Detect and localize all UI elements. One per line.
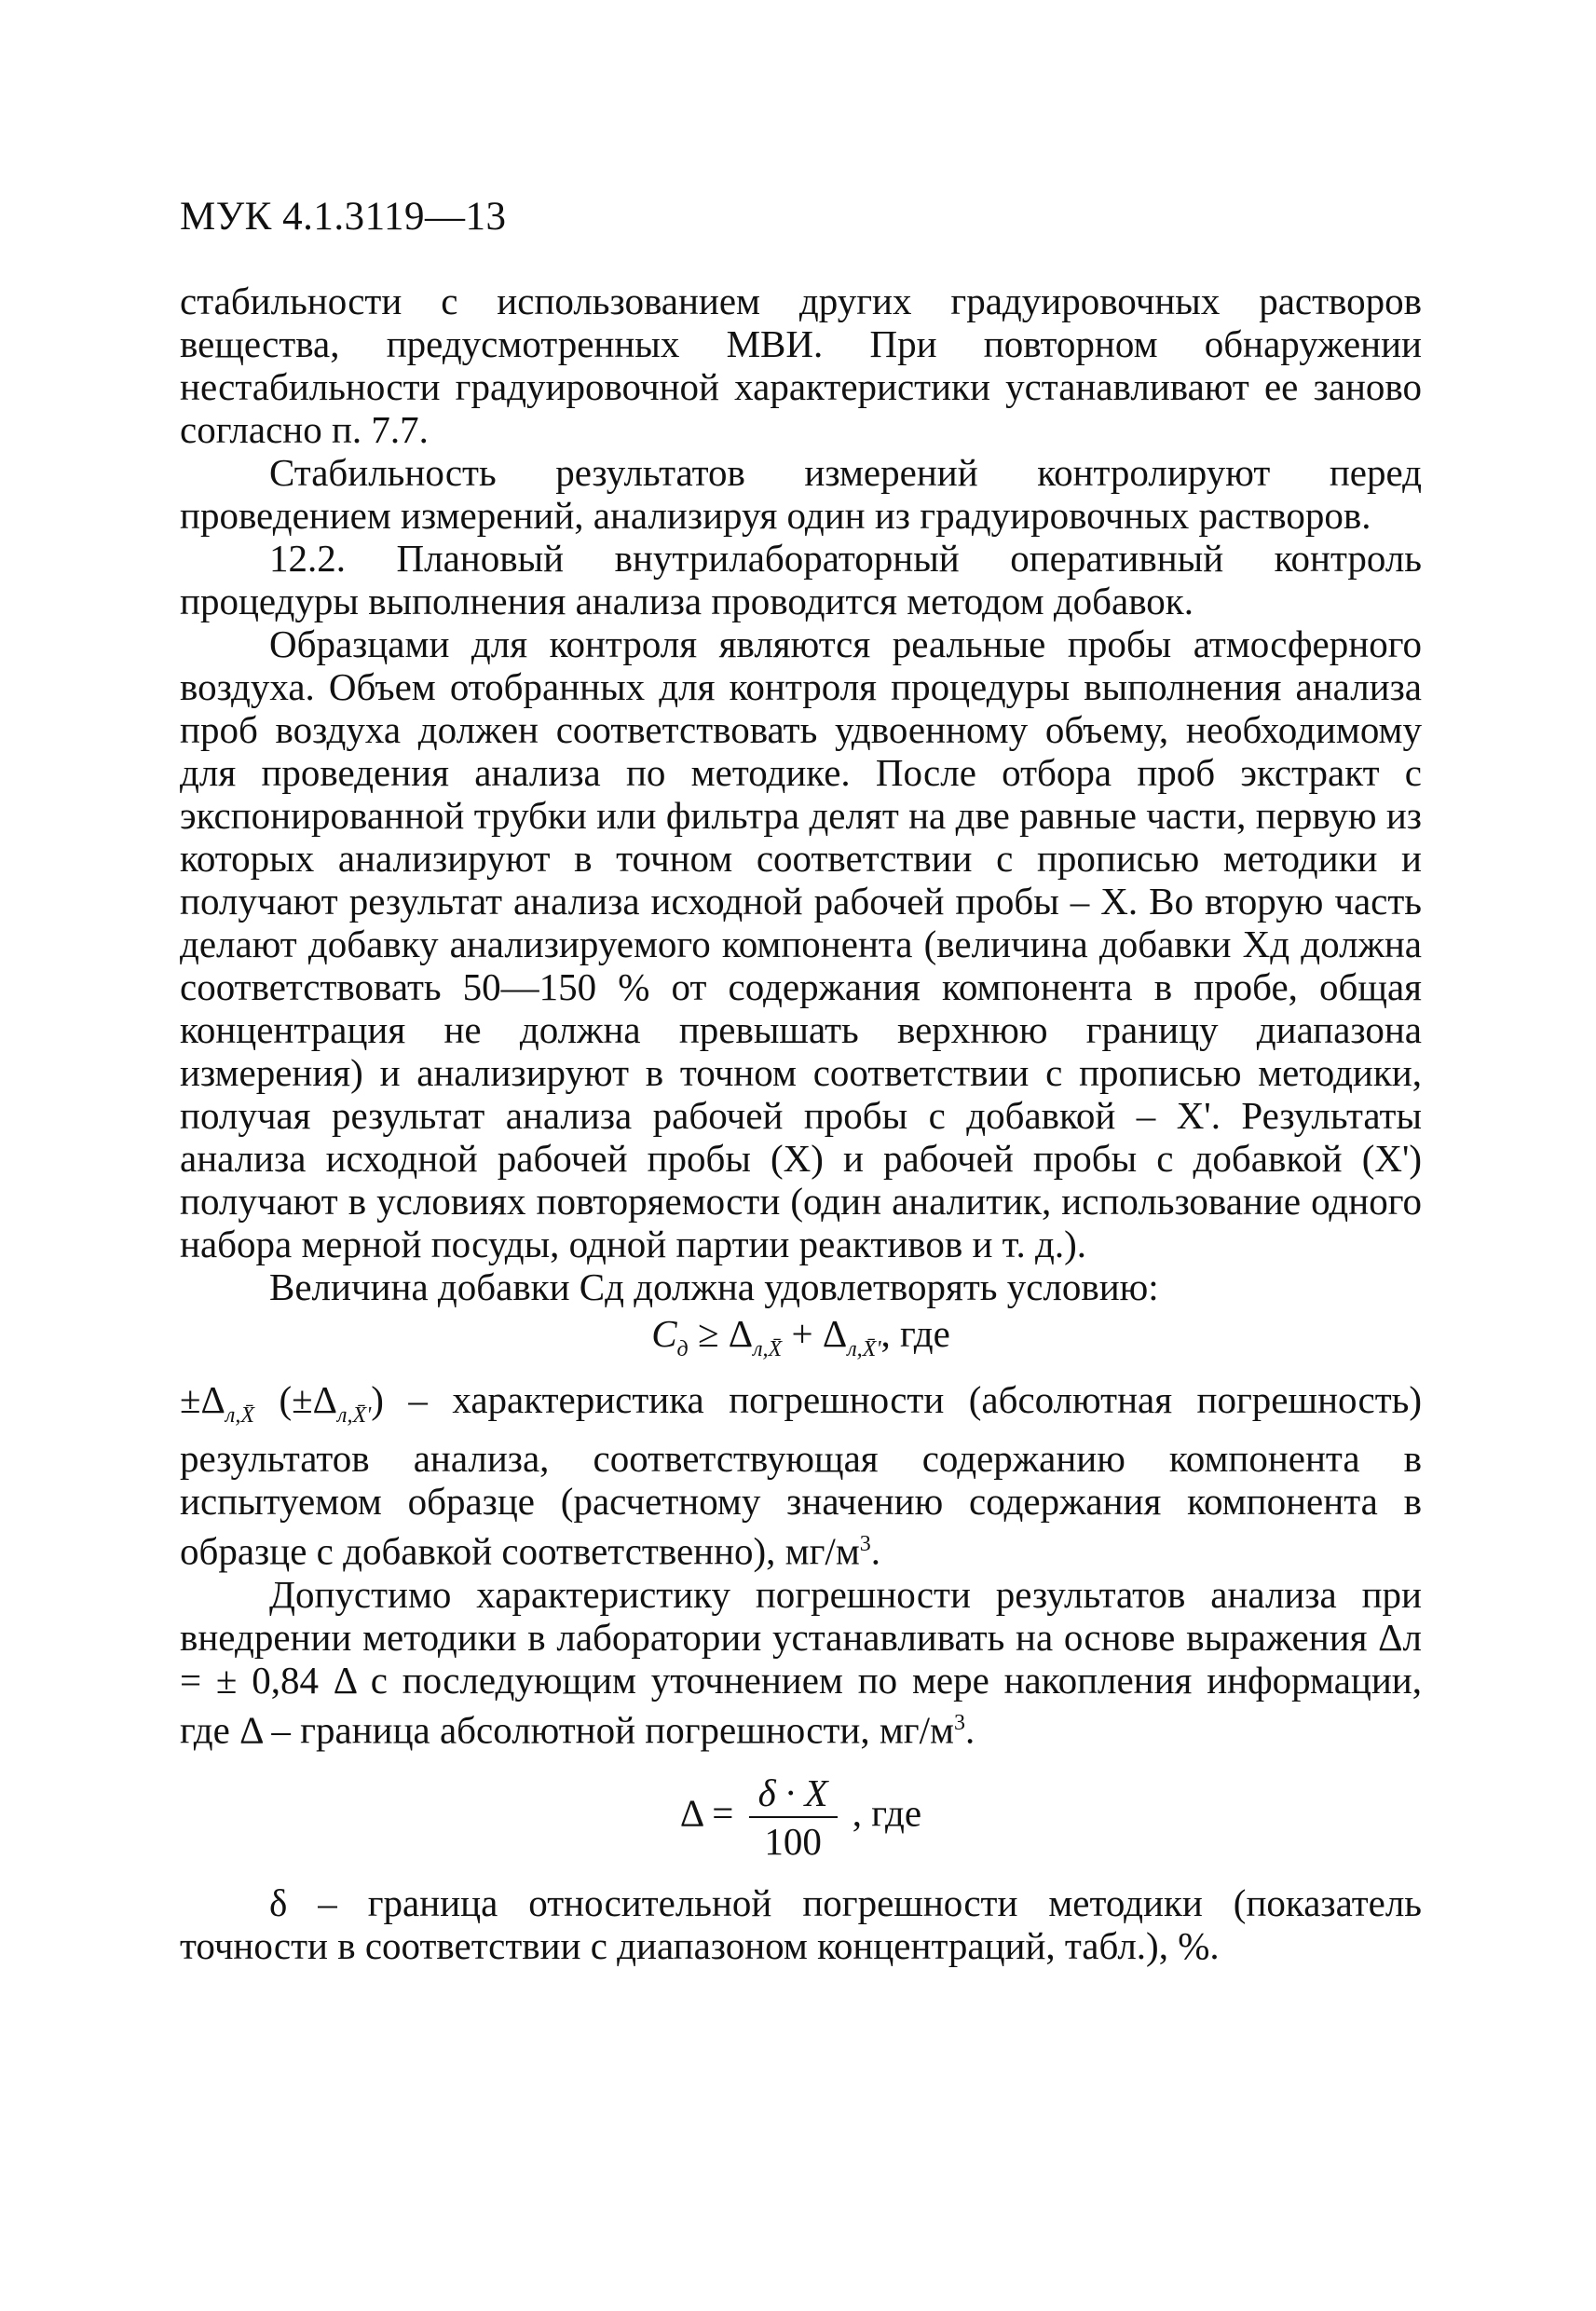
paragraph-1: стабильности с использованием других градуировочных растворов вещества, предусмотренных МВИ. При повторном обнаружении нестабильности градуировочной характеристики устанавливают ее заново согласно п. 7.7. — [180, 280, 1422, 451]
def1-sup: 3 — [859, 1532, 871, 1556]
paragraph-5: Величина добавки Cд должна удовлетворять условию: — [269, 1265, 1159, 1308]
formula2-numerator: δ · X — [749, 1771, 838, 1818]
def1-paren-close: ) — [371, 1378, 384, 1421]
formula-delta — [180, 1771, 1422, 1863]
formula-op: ≥ — [697, 1312, 719, 1355]
paragraph-2: Стабильность результатов измерений контролируют перед проведением измерений, анализируя один из градуировочных растворов. — [180, 451, 1422, 537]
definition-1 — [180, 1378, 1422, 1573]
document-header: МУК 4.1.3119—13 — [180, 195, 507, 239]
document-body — [180, 280, 1422, 1967]
def1-text: – характеристика погрешности (абсолютная погрешность) результатов анализа, соответствующая содержанию компонента в испытуемом образце (расчетному значению содержания компонента в образце с добавкой соответственно), мг/м — [180, 1378, 1422, 1573]
p6-text: Допустимо характеристику погрешности результатов анализа при внедрении методики в лаборатории устанавливать на основе выражения Δл = ± 0,84 Δ с последующим уточнением по мере накопления информации, где Δ – граница абсолютной погрешности, мг/м — [180, 1572, 1422, 1752]
def1-lead-sub: л,X̄ — [225, 1403, 254, 1428]
paragraph-6 — [180, 1573, 1422, 1752]
formula2-lhs: Δ = — [679, 1791, 734, 1835]
formula-condition — [180, 1312, 1422, 1371]
formula-plus: + — [791, 1312, 813, 1355]
paragraph-4: Образцами для контроля являются реальные пробы атмосферного воздуха. Объем отобранных для контроля процедуры выполнения анализа проб воздуха должен соответствовать удвоенному объему, необходимому для проведения анализа по методике. После отбора проб экстракт с экспонированной трубки или фильтра делят на две равные части, первую из которых анализируют в точном соответствии с прописью методики и получают результат анализа исходной рабочей пробы – X. Во вторую часть делают добавку анализируемого компонента (величина добавки Xд должна соответствовать 50—150 % от содержания компонента в пробе, общая концентрация не должна превышать верхнюю границу диапазона измерения) и анализируют в точном соответствии с прописью методики, получая результат анализа рабочей пробы с добавкой – X'. Результаты анализа исходной рабочей пробы (X) и рабочей пробы с добавкой (X') получают в условиях повторяемости (один аналитик, использование одного набора мерной посуды, одной партии реактивов и т. д.). — [180, 622, 1422, 1265]
formula-term2: Δ — [822, 1312, 848, 1355]
p6-sup: 3 — [953, 1710, 965, 1735]
formula-term2-sub: л,X̄' — [847, 1337, 881, 1361]
def1-paren-sub: л,X̄' — [337, 1403, 372, 1428]
formula-tail: , где — [880, 1312, 950, 1355]
def1-paren: (±Δ — [279, 1378, 338, 1421]
formula2-fraction — [749, 1771, 838, 1863]
formula-lhs-sub: д — [676, 1337, 689, 1361]
formula-lhs: C — [651, 1312, 677, 1355]
formula-term1: Δ — [728, 1312, 754, 1355]
p6-end: . — [964, 1708, 975, 1752]
formula-term1-sub: л,X̄ — [753, 1337, 783, 1361]
definition-2: δ – граница относительной погрешности методики (показатель точности в соответствии с диапазоном концентраций, табл.), %. — [180, 1881, 1422, 1968]
def1-lead: ±Δ — [180, 1378, 225, 1421]
paragraph-3: 12.2. Плановый внутрилабораторный оперативный контроль процедуры выполнения анализа проводится методом добавок. — [180, 537, 1422, 622]
formula2-denominator: 100 — [764, 1820, 822, 1864]
def1-end: . — [870, 1529, 881, 1573]
formula2-tail: , где — [852, 1791, 922, 1835]
